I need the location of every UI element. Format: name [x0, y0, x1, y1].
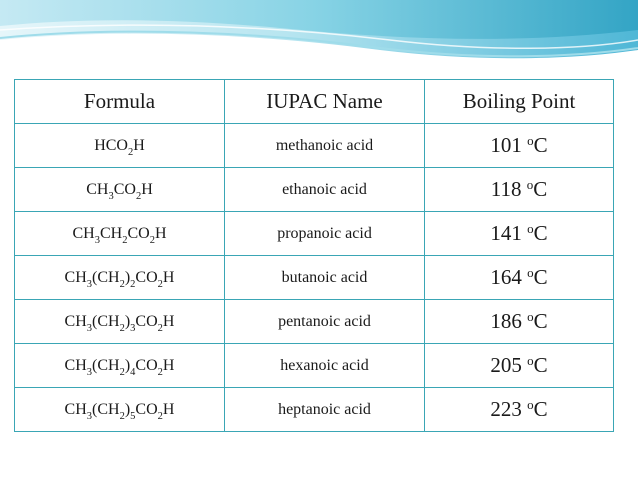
formula-text: CH: [64, 356, 87, 374]
formula-subscript: 2: [157, 322, 163, 334]
formula-text: CO: [113, 180, 136, 198]
formula-subscript: 2: [122, 234, 128, 246]
boiling-point-cell: [425, 388, 614, 432]
formula-text: CO: [135, 400, 158, 418]
formula-subscript: 3: [108, 190, 114, 202]
formula-cell: [15, 124, 225, 168]
formula-text: ): [124, 268, 131, 286]
iupac-name-cell: propanoic acid: [225, 212, 425, 256]
formula-subscript: 3: [94, 234, 100, 246]
formula-subscript: 3: [86, 366, 93, 378]
boiling-point-cell: [425, 168, 614, 212]
formula-text: (CH: [92, 400, 120, 418]
formula-text: CH: [99, 224, 123, 242]
formula-subscript: 2: [127, 146, 134, 158]
iupac-name-cell: pentanoic acid: [225, 300, 425, 344]
formula-cell: [15, 168, 225, 212]
table-row: [15, 388, 614, 432]
formula-text: (CH: [92, 268, 120, 286]
boiling-point-unit: C: [533, 309, 548, 333]
degree-symbol: o: [527, 133, 534, 148]
formula-subscript: 2: [135, 190, 142, 202]
formula-text: CO: [135, 356, 158, 374]
formula-text: CH: [64, 400, 87, 418]
formula-cell: [15, 256, 225, 300]
formula-text: CO: [135, 268, 158, 286]
formula-text: CH: [64, 268, 87, 286]
formula-text: ): [124, 312, 131, 330]
boiling-point-cell: [425, 344, 614, 388]
degree-symbol: o: [527, 265, 534, 280]
formula-subscript: 2: [157, 366, 163, 378]
formula-cell: [15, 344, 225, 388]
formula-text: (CH: [92, 312, 120, 330]
boiling-point-value: 164: [490, 265, 522, 289]
wave-banner: [0, 0, 638, 72]
formula-subscript: 2: [157, 278, 163, 290]
formula-cell: [15, 388, 225, 432]
formula-text: ): [124, 356, 131, 374]
formula-subscript: 5: [130, 410, 136, 422]
carboxylic-acids-table: [14, 79, 614, 432]
formula-text: H: [162, 400, 175, 418]
boiling-point-cell: [425, 300, 614, 344]
iupac-name-cell: methanoic acid: [225, 124, 425, 168]
table-row: [15, 168, 614, 212]
formula-subscript: 2: [119, 278, 125, 290]
table-row: [15, 212, 614, 256]
formula-text: CO: [127, 224, 150, 242]
boiling-point-cell: [425, 256, 614, 300]
formula-subscript: 2: [119, 410, 125, 422]
formula-cell: [15, 212, 225, 256]
header-boiling-point: Boiling Point: [425, 80, 614, 124]
header-iupac-name: IUPAC Name: [225, 80, 425, 124]
boiling-point-value: 101: [490, 133, 522, 157]
formula-text: CH: [72, 224, 95, 242]
boiling-point-unit: C: [533, 397, 548, 421]
boiling-point-unit: C: [533, 177, 548, 201]
boiling-point-value: 186: [490, 309, 522, 333]
formula-text: H: [133, 136, 145, 154]
table-row: [15, 124, 614, 168]
formula-text: ): [124, 400, 131, 418]
table-row: [15, 344, 614, 388]
formula-subscript: 3: [86, 322, 93, 334]
table-row: [15, 256, 614, 300]
boiling-point-value: 141: [490, 221, 522, 245]
boiling-point-value: 205: [490, 353, 522, 377]
boiling-point-value: 118: [490, 177, 522, 201]
formula-subscript: 3: [86, 410, 93, 422]
formula-subscript: 3: [130, 322, 136, 334]
formula-subscript: 2: [130, 278, 136, 290]
formula-subscript: 2: [119, 366, 125, 378]
degree-symbol: o: [527, 353, 534, 368]
degree-symbol: o: [526, 177, 534, 192]
boiling-point-unit: C: [533, 353, 548, 377]
boiling-point-unit: C: [533, 221, 548, 245]
formula-subscript: 2: [119, 322, 125, 334]
boiling-point-unit: C: [533, 265, 548, 289]
formula-text: CH: [64, 312, 87, 330]
formula-cell: [15, 300, 225, 344]
formula-subscript: 3: [86, 278, 93, 290]
iupac-name-cell: butanoic acid: [225, 256, 425, 300]
formula-text: H: [162, 268, 175, 286]
boiling-point-cell: [425, 212, 614, 256]
header-formula: Formula: [15, 80, 225, 124]
degree-symbol: o: [527, 309, 534, 324]
formula-text: CH: [86, 180, 109, 198]
degree-symbol: o: [527, 397, 534, 412]
table-row: [15, 300, 614, 344]
formula-text: CO: [135, 312, 158, 330]
boiling-point-cell: [425, 124, 614, 168]
boiling-point-value: 223: [490, 397, 522, 421]
formula-text: H: [162, 356, 175, 374]
formula-subscript: 4: [130, 366, 136, 378]
iupac-name-cell: ethanoic acid: [225, 168, 425, 212]
formula-text: (CH: [92, 356, 120, 374]
formula-subscript: 2: [149, 234, 155, 246]
formula-text: HCO: [94, 136, 128, 154]
iupac-name-cell: hexanoic acid: [225, 344, 425, 388]
iupac-name-cell: heptanoic acid: [225, 388, 425, 432]
table-header-row: [15, 80, 614, 124]
decorative-header-band: [0, 0, 638, 72]
formula-text: H: [162, 312, 175, 330]
degree-symbol: o: [527, 221, 534, 236]
formula-text: H: [154, 224, 167, 242]
formula-subscript: 2: [157, 410, 163, 422]
boiling-point-unit: C: [533, 133, 548, 157]
formula-text: H: [141, 180, 153, 198]
